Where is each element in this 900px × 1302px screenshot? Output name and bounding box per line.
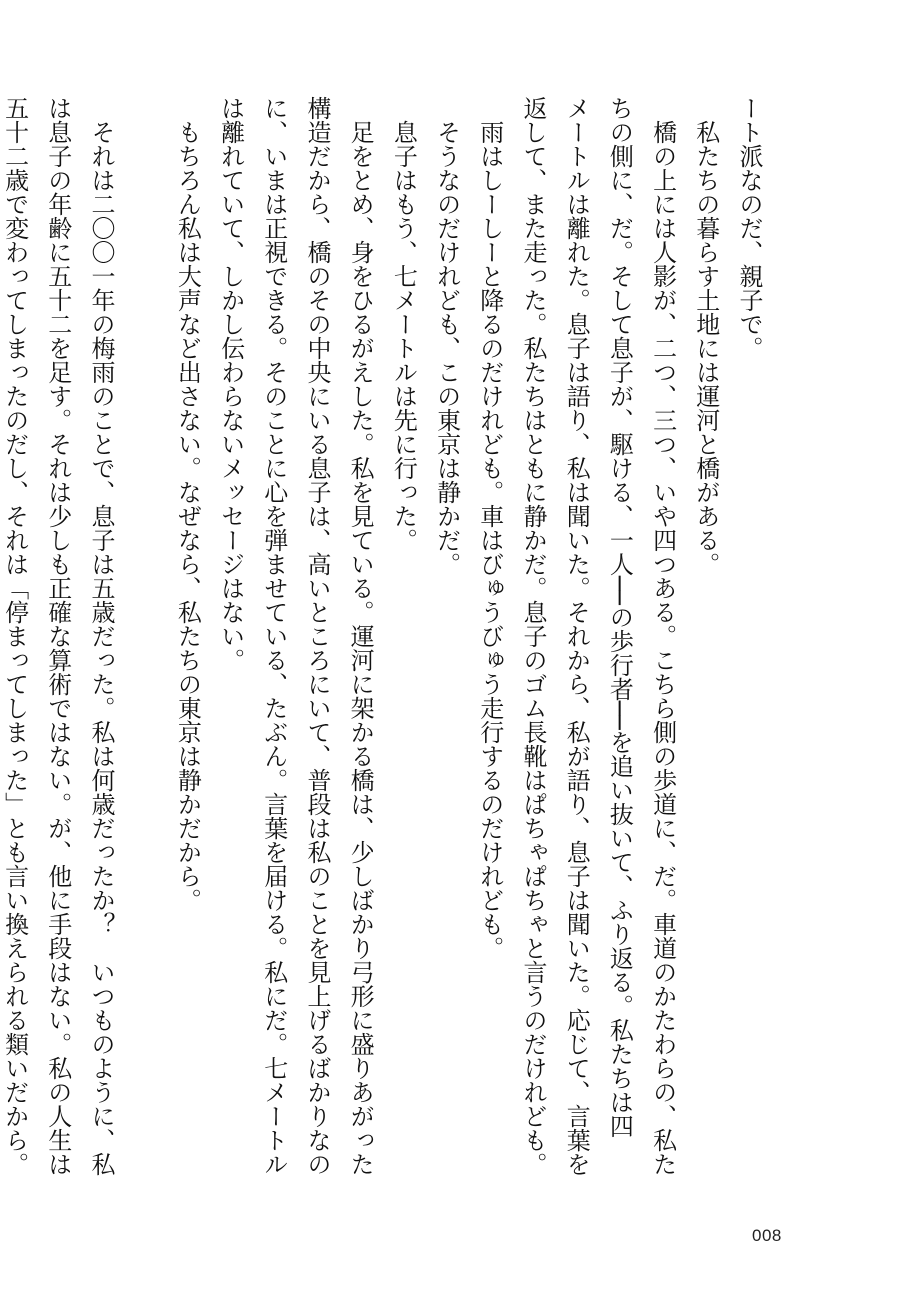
- text-line: 息子はもう、七メートルは先に行った。: [389, 120, 418, 552]
- text-line: 雨はしーしーと降るのだけれども。車はびゅうびゅう走行するのだけれども。: [475, 120, 504, 960]
- text-line: は息子の年齢に五十二を足す。それは少しも正確な算術ではない。が、他に手段はない。私の人生は: [43, 96, 72, 1176]
- text-line: 橋の上には人影が、二つ、三つ、いや四つある。こちら側の歩道に、だ。車道のかたわらの、私た: [648, 120, 677, 1176]
- vertical-text-block: [0, 96, 770, 1176]
- text-line: 五十二歳で変わってしまったのだし、それは「停まってしまった」とも言い換えられる類いだから。: [0, 96, 29, 1176]
- text-line: は離れていて、しかし伝わらないメッセージはない。: [216, 96, 245, 672]
- text-line: それは二〇〇一年の梅雨のことで、息子は五歳だった。私は何歳だったか？ いつものように、私: [86, 120, 115, 1176]
- text-line: 私たちの暮らす土地には運河と橋がある。: [691, 120, 720, 576]
- text-line: もちろん私は大声など出さない。なぜなら、私たちの東京は静かだから。: [173, 120, 202, 912]
- text-line: に、いまは正視できる。そのことに心を弾ませている、たぶん。言葉を届ける。私にだ。七メートル: [259, 96, 288, 1176]
- text-line: 返して、また走った。私たちはともに静かだ。息子のゴム長靴はぱちゃぱちゃと言うのだけれども。: [518, 96, 547, 1176]
- text-line: 構造だから、橋のその中央にいる息子は、高いところにいて、普段は私のことを見上げるばかりなの: [302, 96, 331, 1176]
- text-line: 足をとめ、身をひるがえした。私を見ている。運河に架かる橋は、少しばかり弓形に盛りあがった: [346, 120, 375, 1176]
- text-line: ート派なのだ、親子で。: [735, 96, 763, 360]
- text-line: メートルは離れた。息子は語り、私は聞いた。それから、私が語り、息子は聞いた。応じて、言葉を: [562, 96, 591, 1176]
- page-number: 008: [752, 1226, 782, 1245]
- section-gap: [122, 96, 165, 1096]
- text-line: そうなのだけれども、この東京は静かだ。: [432, 120, 461, 576]
- text-line: ちの側に、だ。そして息子が、駆ける、一人──の歩行者──を追い抜いて、ふり返る。私たちは四: [605, 96, 634, 1138]
